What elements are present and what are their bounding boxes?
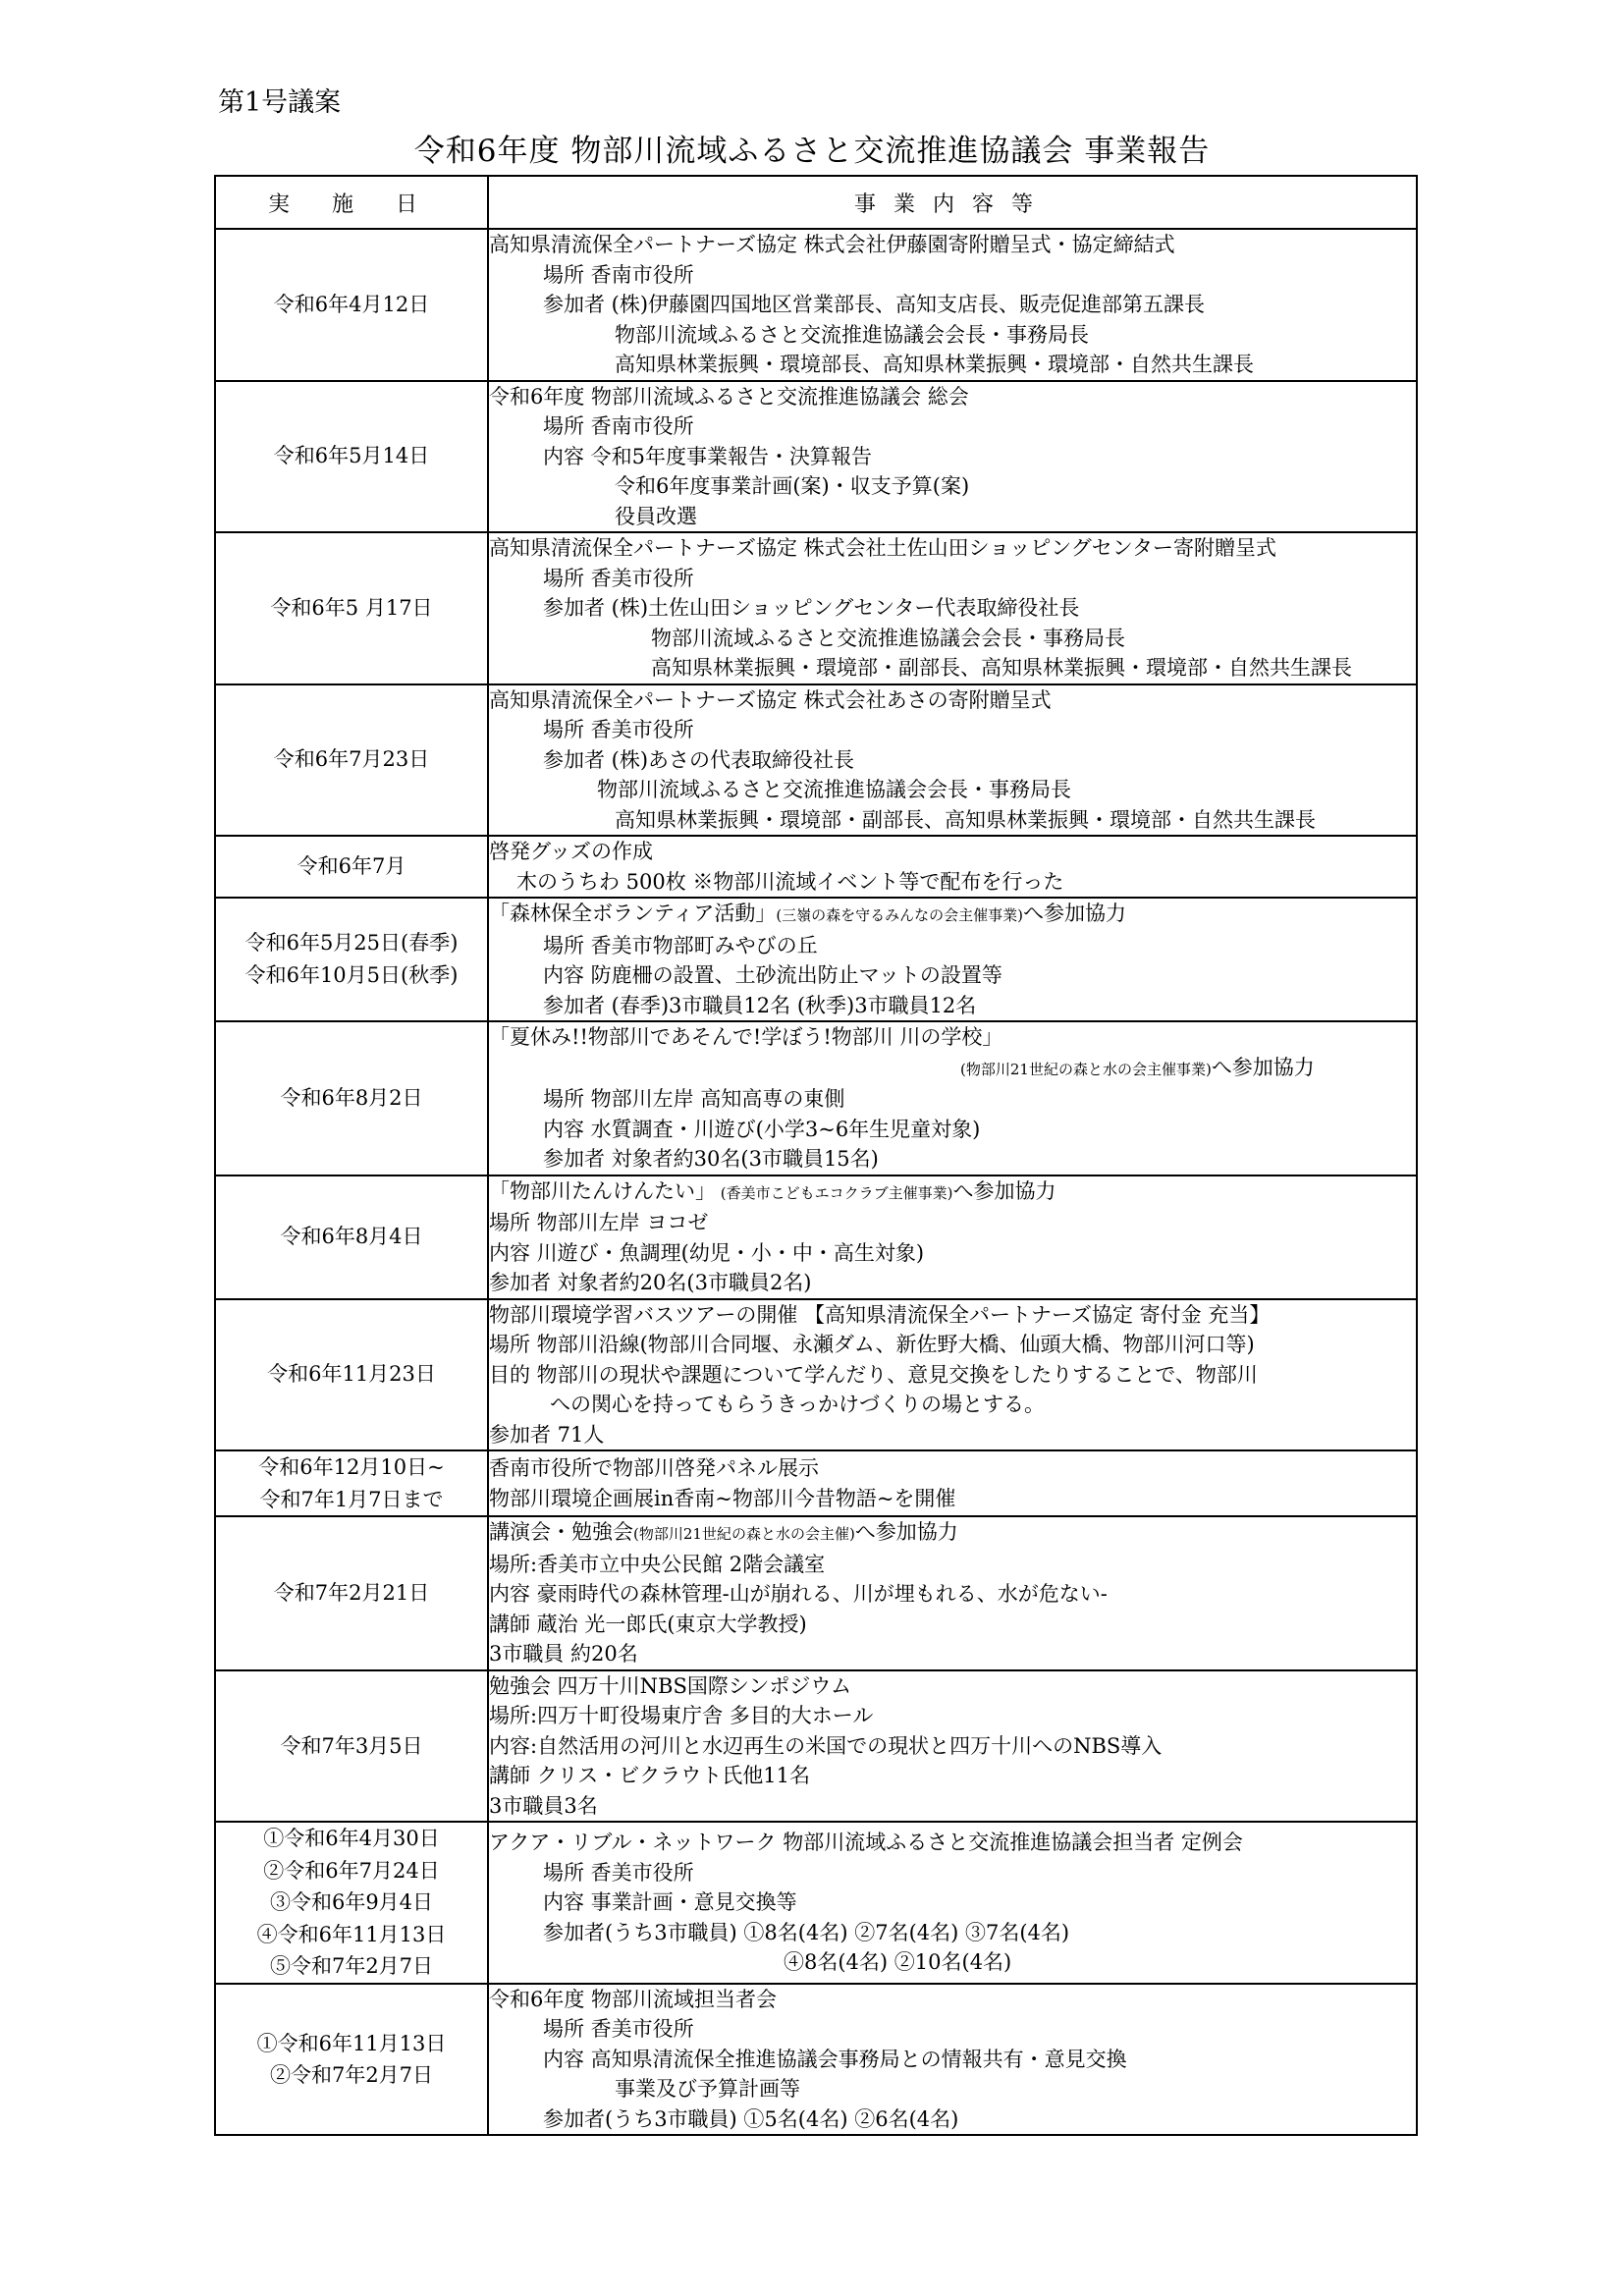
content-line	[489, 1208, 1416, 1238]
content-text: 3市職員3名	[489, 1793, 598, 1818]
content-text: 物部川環境企画展in香南~物部川今昔物語~を開催	[489, 1486, 956, 1510]
content-text: 場所 物部川沿線(物部川合同堰、永瀬ダム、新佐野大橋、仙頭大橋、物部川河口等)	[489, 1333, 1255, 1356]
date-text: ⑤令和7年2月7日	[269, 1954, 434, 1979]
date-text: ①令和6年4月30日	[263, 1827, 440, 1851]
column-header-content: 事業内容等	[488, 176, 1417, 229]
table-row	[215, 1299, 1417, 1451]
content-text: 啓発グッズの作成	[489, 840, 653, 863]
date-cell	[215, 1670, 488, 1823]
content-line	[489, 320, 1416, 351]
content-line	[489, 260, 1416, 291]
participation-text: へ参加協力	[952, 1178, 1056, 1203]
content-line	[489, 1579, 1416, 1610]
content-line	[489, 1268, 1416, 1298]
content-line	[489, 775, 1416, 805]
date-text: ③令和6年9月4日	[269, 1890, 434, 1915]
content-cell	[488, 898, 1417, 1021]
content-text: 高知県林業振興・環境部長、高知県林業振興・環境部・自然共生課長	[615, 353, 1254, 376]
content-text: 場所 香美市物部町みやびの丘	[543, 933, 818, 957]
content-line	[489, 745, 1416, 776]
content-text: 講師 蔵治 光一郎氏(東京大学教授)	[489, 1612, 807, 1636]
content-line	[489, 1985, 1416, 2015]
content-text: 勉強会 四万十川NBS国際シンポジウム	[489, 1673, 852, 1698]
content-text: 「物部川たんけんたい」	[489, 1178, 716, 1203]
content-text: 物部川環境学習バスツアーの開催 【高知県清流保全パートナーズ協定 寄付金 充当】	[489, 1302, 1271, 1327]
content-line	[489, 1610, 1416, 1640]
content-line	[489, 1761, 1416, 1791]
table-row	[215, 836, 1417, 898]
date-cell	[215, 229, 488, 381]
content-line	[489, 1390, 1416, 1420]
date-text: ④令和6年11月13日	[256, 1922, 447, 1946]
date-cell	[215, 1450, 488, 1516]
content-line	[489, 502, 1416, 532]
content-line	[489, 1084, 1416, 1115]
date-text: 令和7年1月7日まで	[259, 1487, 444, 1511]
content-line	[489, 837, 1416, 867]
content-text: 参加者 (株)土佐山田ショッピングセンター代表取締役社長	[543, 596, 1080, 620]
date-cell	[215, 532, 488, 684]
content-text: 参加者 (株)伊藤園四国地区営業部長、高知支店長、販売促進部第五課長	[543, 293, 1206, 316]
report-table-body	[215, 229, 1417, 2135]
date-text: 令和6年11月23日	[267, 1362, 436, 1387]
content-line	[489, 471, 1416, 502]
content-line	[489, 867, 1416, 898]
organizer-note: (香美市こどもエコクラブ主催事業)	[716, 1183, 953, 1202]
content-text: 物部川流域ふるさと交流推進協議会会長・事務局長	[597, 778, 1071, 801]
content-line	[489, 1701, 1416, 1731]
content-line	[489, 715, 1416, 745]
content-text: アクア・リブル・ネットワーク 物部川流域ふるさと交流推進協議会担当者 定例会	[489, 1831, 1243, 1855]
report-table	[214, 175, 1418, 2136]
content-line	[489, 1671, 1416, 1702]
content-cell	[488, 1021, 1417, 1175]
content-cell	[488, 229, 1417, 381]
content-line	[489, 382, 1416, 412]
date-cell	[215, 1822, 488, 1984]
content-text: 場所 物部川左岸 ヨコゼ	[489, 1211, 709, 1234]
content-cell	[488, 836, 1417, 898]
table-row	[215, 898, 1417, 1021]
table-row	[215, 1175, 1417, 1299]
content-line	[489, 1887, 1416, 1918]
date-cell	[215, 1516, 488, 1670]
content-line	[489, 1484, 1416, 1514]
organizer-note: (物部川21世紀の森と水の会主催)	[633, 1525, 855, 1544]
content-line	[489, 230, 1416, 260]
content-text: 木のうちわ 500枚 ※物部川流域イベント等で配布を行った	[516, 869, 1064, 894]
date-cell	[215, 381, 488, 533]
content-cell	[488, 1984, 1417, 2136]
content-line	[489, 1053, 1416, 1085]
content-line	[489, 1828, 1416, 1858]
content-text: への関心を持ってもらうきっかけづくりの場とする。	[550, 1393, 1045, 1416]
content-line	[489, 350, 1416, 380]
content-cell	[488, 1450, 1417, 1516]
date-cell	[215, 1175, 488, 1299]
date-text: ①令和6年11月13日	[256, 2031, 447, 2055]
date-text: 令和6年4月12日	[273, 292, 430, 316]
content-text: 高知県清流保全パートナーズ協定 株式会社土佐山田ショッピングセンター寄附贈呈式	[489, 536, 1276, 560]
content-line	[489, 960, 1416, 991]
content-line	[489, 1453, 1416, 1484]
content-line	[489, 805, 1416, 836]
date-cell	[215, 898, 488, 1021]
content-text: 高知県清流保全パートナーズ協定 株式会社伊藤園寄附贈呈式・協定締結式	[489, 233, 1175, 256]
content-text: 令和6年度事業計画(案)・収支予算(案)	[615, 474, 970, 498]
organizer-note: (三嶺の森を守るみんなの会主催事業)	[776, 906, 1024, 924]
content-text: 場所 香美市役所	[543, 566, 694, 590]
content-text: 場所 香美市役所	[543, 2017, 694, 2042]
content-text: 場所 香美市役所	[543, 718, 694, 741]
content-line	[489, 1330, 1416, 1360]
content-text: 場所 香美市役所	[543, 1860, 694, 1885]
date-text: 令和6年5月25日(春季)	[244, 931, 459, 956]
content-text: 内容 令和5年度事業報告・決算報告	[543, 444, 873, 468]
date-text: 令和6年8月4日	[280, 1225, 423, 1249]
content-text: 講師 クリス・ビクラウト氏他11名	[489, 1764, 810, 1788]
content-text: 参加者(うち3市職員) ①8名(4名) ②7名(4名) ③7名(4名)	[543, 1920, 1070, 1944]
content-text: 物部川流域ふるさと交流推進協議会会長・事務局長	[615, 322, 1089, 347]
date-text: 令和6年7月23日	[273, 747, 430, 772]
table-row	[215, 1021, 1417, 1175]
participation-text: へ参加協力	[1211, 1055, 1315, 1079]
content-text: 内容 水質調査・川遊び(小学3~6年生児童対象)	[543, 1117, 981, 1141]
content-text: 場所:四万十町役場東庁舎 多目的大ホール	[489, 1704, 874, 1728]
date-text: 令和6年10月5日(秋季)	[244, 963, 459, 987]
table-row	[215, 684, 1417, 837]
content-text: 参加者 (株)あさの代表取締役社長	[543, 747, 855, 772]
date-text: 令和6年12月10日~	[258, 1455, 445, 1479]
content-line	[489, 1918, 1416, 1948]
content-line	[489, 593, 1416, 624]
content-text: 場所 香南市役所	[543, 414, 694, 438]
content-text: 内容 高知県清流保全推進協議会事務局との情報共有・意見交換	[543, 2047, 1127, 2071]
content-line	[489, 1176, 1416, 1209]
table-row	[215, 381, 1417, 533]
date-text: ②令和7年2月7日	[269, 2063, 434, 2088]
content-text: 事業及び予算計画等	[615, 2077, 800, 2102]
organizer-note: (物部川21世紀の森と水の会主催事業)	[960, 1060, 1212, 1078]
date-text: 令和7年2月21日	[273, 1581, 430, 1606]
date-text: ②令和6年7月24日	[263, 1858, 440, 1883]
content-line	[489, 1731, 1416, 1762]
date-text: 令和6年5 月17日	[270, 595, 433, 620]
date-text: 令和7年3月5日	[280, 1733, 423, 1758]
date-cell	[215, 1299, 488, 1451]
content-cell	[488, 684, 1417, 837]
document-title: 令和6年度 物部川流域ふるさと交流推進協議会 事業報告	[413, 134, 1211, 169]
content-line	[489, 653, 1416, 683]
content-text: 参加者 対象者約30名(3市職員15名)	[543, 1147, 879, 1171]
content-text: 令和6年度 物部川流域ふるさと交流推進協議会 総会	[489, 384, 969, 409]
content-line	[489, 2105, 1416, 2135]
content-line	[489, 1639, 1416, 1669]
table-header-row	[215, 176, 1417, 229]
content-text: 内容 豪雨時代の森林管理-山が崩れる、川が埋もれる、水が危ない-	[489, 1582, 1108, 1607]
content-line	[489, 1144, 1416, 1175]
content-text: 物部川流域ふるさと交流推進協議会会長・事務局長	[651, 626, 1125, 650]
content-text: 高知県林業振興・環境部・副部長、高知県林業振興・環境部・自然共生課長	[615, 807, 1316, 832]
content-text: 高知県林業振興・環境部・副部長、高知県林業振興・環境部・自然共生課長	[651, 656, 1352, 680]
content-line	[489, 411, 1416, 442]
content-line	[489, 1420, 1416, 1450]
content-line	[489, 2045, 1416, 2075]
table-row	[215, 229, 1417, 381]
date-cell	[215, 1021, 488, 1175]
content-cell	[488, 1670, 1417, 1823]
content-line	[489, 442, 1416, 472]
content-text: 3市職員 約20名	[489, 1642, 638, 1667]
content-text: 場所:香美市立中央公民館 2階会議室	[489, 1552, 826, 1576]
date-cell	[215, 684, 488, 837]
date-text: 令和6年5月14日	[273, 444, 430, 468]
content-line	[489, 931, 1416, 961]
date-cell	[215, 1984, 488, 2136]
table-row	[215, 1984, 1417, 2136]
content-text: 役員改選	[615, 504, 697, 528]
content-text: 参加者 71人	[489, 1422, 605, 1447]
date-cell	[215, 836, 488, 898]
content-line	[489, 1022, 1416, 1053]
participation-text: へ参加協力	[1023, 902, 1127, 925]
content-line	[489, 685, 1416, 716]
table-row	[215, 1450, 1417, 1516]
content-line	[489, 2014, 1416, 2045]
content-text: 参加者 (春季)3市職員12名 (秋季)3市職員12名	[543, 993, 977, 1017]
content-cell	[488, 532, 1417, 684]
content-text: 場所 物部川左岸 高知高専の東側	[543, 1087, 845, 1111]
content-text: 「夏休み!!物部川であそんで!学ぼう!物部川 川の学校」	[489, 1025, 1003, 1049]
table-row	[215, 532, 1417, 684]
content-line	[489, 1550, 1416, 1580]
content-line	[489, 1238, 1416, 1269]
content-line	[489, 533, 1416, 564]
content-text: 内容 川遊び・魚調理(幼児・小・中・高生対象)	[489, 1240, 925, 1265]
content-cell	[488, 1822, 1417, 1984]
content-line	[489, 1115, 1416, 1145]
content-text: 目的 物部川の現状や課題について学んだり、意見交換をしたりすることで、物部川	[489, 1362, 1258, 1387]
content-line	[489, 624, 1416, 654]
content-cell	[488, 1516, 1417, 1670]
content-cell	[488, 381, 1417, 533]
content-text: 内容 防鹿柵の設置、土砂流出防止マットの設置等	[543, 963, 1002, 987]
content-line	[489, 564, 1416, 594]
content-text: 高知県清流保全パートナーズ協定 株式会社あさの寄附贈呈式	[489, 687, 1052, 712]
document-label: 第1号議案	[218, 87, 342, 118]
content-line	[489, 1360, 1416, 1391]
content-cell	[488, 1299, 1417, 1451]
content-text: 香南市役所で物部川啓発パネル展示	[489, 1456, 819, 1481]
content-text: 参加者 対象者約20名(3市職員2名)	[489, 1271, 812, 1294]
column-header-date: 実 施 日	[215, 176, 488, 229]
content-line	[489, 1300, 1416, 1331]
date-text: 令和6年7月	[297, 854, 406, 879]
table-row	[215, 1670, 1417, 1823]
content-line	[489, 899, 1416, 931]
content-line	[489, 2074, 1416, 2105]
content-text: 場所 香南市役所	[543, 262, 694, 287]
content-line	[489, 1791, 1416, 1822]
content-text: 令和6年度 物部川流域担当者会	[489, 1987, 778, 2011]
content-line	[489, 1947, 1416, 1978]
content-text: 「森林保全ボランティア活動」	[489, 902, 777, 925]
content-text: 参加者(うち3市職員) ①5名(4名) ②6名(4名)	[543, 2106, 959, 2131]
content-line	[489, 1517, 1416, 1550]
content-line	[489, 1858, 1416, 1888]
content-cell	[488, 1175, 1417, 1299]
table-row	[215, 1822, 1417, 1984]
date-text: 令和6年8月2日	[280, 1085, 423, 1110]
table-row	[215, 1516, 1417, 1670]
content-text: ④8名(4名) ②10名(4名)	[784, 1950, 1012, 1975]
content-line	[489, 991, 1416, 1021]
content-text: 内容 事業計画・意見交換等	[543, 1890, 797, 1915]
content-text: 講演会・勉強会	[489, 1520, 633, 1545]
content-text: 内容:自然活用の河川と水辺再生の米国での現状と四万十川へのNBS導入	[489, 1733, 1163, 1758]
participation-text: へ参加協力	[854, 1520, 958, 1545]
content-line	[489, 290, 1416, 320]
